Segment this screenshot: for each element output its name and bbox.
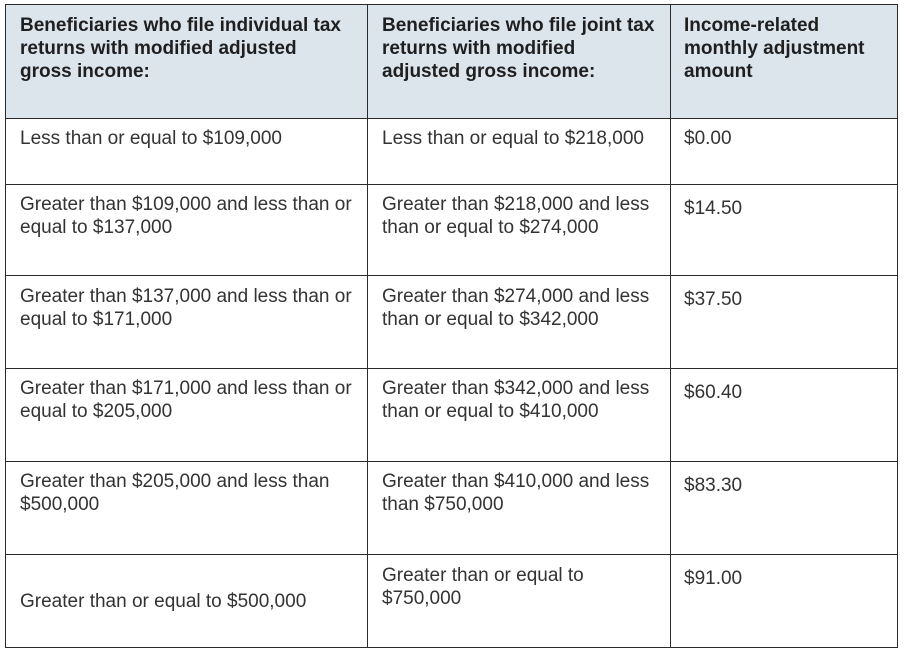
table-body (6, 119, 898, 648)
adjustment-amount-cell: $83.30 (671, 462, 898, 555)
individual-income-cell: Greater than or equal to $500,000 (6, 555, 368, 648)
adjustment-amount-cell: $91.00 (671, 555, 898, 648)
individual-income-cell: Greater than $205,000 and less than $500,000 (6, 462, 368, 555)
joint-income-cell: Less than or equal to $218,000 (368, 119, 671, 185)
table-row (6, 119, 898, 185)
joint-income-cell: Greater than $274,000 and less than or equal to $342,000 (368, 276, 671, 369)
joint-income-cell: Greater than or equal to $750,000 (368, 555, 671, 648)
individual-income-cell: Greater than $109,000 and less than or equal to $137,000 (6, 185, 368, 276)
adjustment-amount-cell: $60.40 (671, 369, 898, 462)
header-adjustment-amount: Income-related monthly adjustment amount (671, 5, 898, 119)
adjustment-amount-cell: $0.00 (671, 119, 898, 185)
individual-income-cell: Less than or equal to $109,000 (6, 119, 368, 185)
adjustment-amount-cell: $37.50 (671, 276, 898, 369)
adjustment-amount-cell: $14.50 (671, 185, 898, 276)
table-row (6, 276, 898, 369)
header-individual-income: Beneficiaries who file individual tax returns with modified adjusted gross income: (6, 5, 368, 119)
individual-income-cell: Greater than $171,000 and less than or equal to $205,000 (6, 369, 368, 462)
joint-income-cell: Greater than $218,000 and less than or equal to $274,000 (368, 185, 671, 276)
joint-income-cell: Greater than $342,000 and less than or equal to $410,000 (368, 369, 671, 462)
header-row (6, 5, 898, 119)
individual-income-cell: Greater than $137,000 and less than or equal to $171,000 (6, 276, 368, 369)
table-row (6, 555, 898, 648)
joint-income-cell: Greater than $410,000 and less than $750,000 (368, 462, 671, 555)
table-row (6, 462, 898, 555)
table-row (6, 185, 898, 276)
table-header (6, 5, 898, 119)
header-joint-income: Beneficiaries who file joint tax returns with modified adjusted gross income: (368, 5, 671, 119)
irmaa-table (5, 4, 898, 648)
table-row (6, 369, 898, 462)
